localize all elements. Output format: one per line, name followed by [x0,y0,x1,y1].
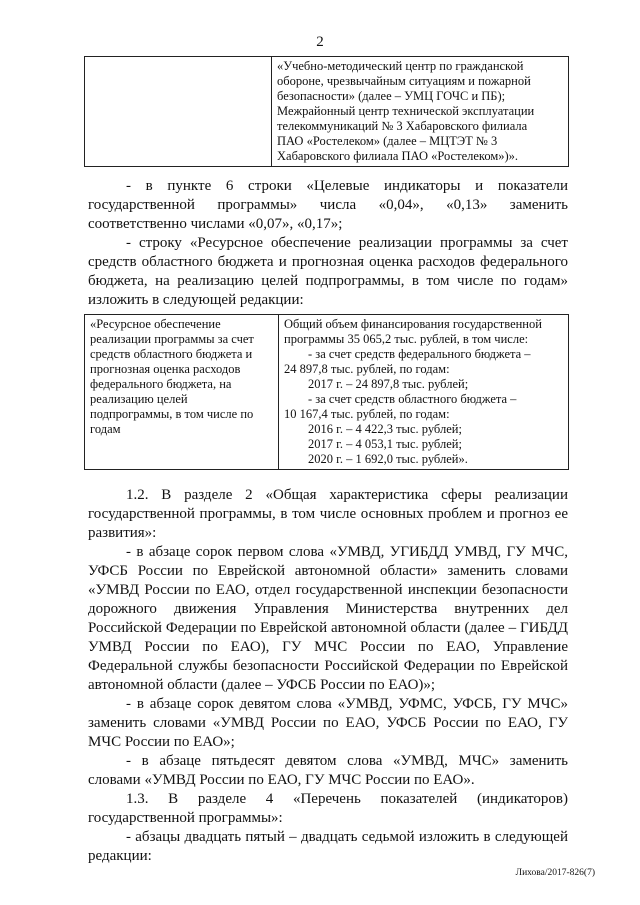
federal-heading: - за счет средств федерального бюджета – [308,347,531,361]
table-cell-empty [85,57,272,167]
paragraph: - абзацы двадцать пятый – двадцать седьмой изложить в следующей редакции: [88,829,568,864]
amendment-text-block-2 [88,486,568,866]
paragraph: - строку «Ресурсное обеспечение реализации программы за счет средств областного бюджета и прогнозная оценка расходов федерального бюджета, на реализацию целей подпрограммы, в том числе по годам» изложить в следующей редакции: [88,235,568,308]
table-row [85,315,569,470]
amendment-text-block-1 [88,177,568,310]
table-line: безопасности» (далее – УМЦ ГОЧС и ПБ); [277,89,506,103]
regional-amount: 10 167,4 тыс. рублей, по годам: [284,407,450,421]
paragraph: - в абзаце пятьдесят девятом слова «УМВД, МЧС» заменить словами «УМВД России по ЕАО, ГУ МЧС России по ЕАО». [88,753,568,788]
federal-year: 2017 г. – 24 897,8 тыс. рублей; [308,377,469,391]
federal-amount: 24 897,8 тыс. рублей, по годам: [284,362,450,376]
regional-year: 2017 г. – 4 053,1 тыс. рублей; [308,437,462,451]
paragraph: - в пункте 6 строки «Целевые индикаторы и показатели государственной программы» числа «0,04», «0,13» заменить соответственно числами «0,07», «0,17»; [88,178,568,232]
paragraph: - в абзаце сорок первом слова «УМВД, УГИБДД УМВД, ГУ МЧС, УФСБ России по Еврейской автономной области» заменить словами «УМВД России по ЕАО, отдел государственной инспекции безопасности дорожного движения Управления Министерства внутренних дел Российской Федерации по Еврейской автономной области (далее – ГИБДД УМВД России по ЕАО), ГУ МЧС России по ЕАО, Управление Федеральной службы безопасности Российской Федерации по Еврейской автономной области (далее – УФСБ России по ЕАО)»; [88,544,568,693]
table-cell-resource-label: «Ресурсное обеспечение реализации программы за счет средств областного бюджета и прогнозная оценка расходов федерального бюджета, на реализацию целей подпрограммы, в том числе по годам [85,315,279,470]
paragraph: 1.2. В разделе 2 «Общая характеристика сферы реализации государственной программы, в том числе основных проблем и прогноз ее развития»: [88,487,568,541]
table-line: обороне, чрезвычайным ситуациям и пожарной [277,74,531,88]
table-line: телекоммуникаций № 3 Хабаровского филиала [277,119,528,133]
table-row [85,57,569,167]
table-cell-financing [279,315,569,470]
document-footer-code: Лихова/2017-826(7) [515,868,595,878]
financing-total: Общий объем финансирования государственной программы 35 065,2 тыс. рублей, в том числе: [284,317,542,346]
regional-year: 2016 г. – 4 422,3 тыс. рублей; [308,422,462,436]
table-line: Межрайонный центр технической эксплуатации [277,104,535,118]
continuation-table [84,56,569,167]
regional-heading: - за счет средств областного бюджета – [308,392,517,406]
regional-year: 2020 г. – 1 692,0 тыс. рублей». [308,452,468,466]
table-line: ПАО «Ростелеком» (далее – МЦТЭТ № 3 [277,134,498,148]
table-line: Хабаровского филиала ПАО «Ростелеком»)». [277,149,519,163]
resource-table [84,314,569,470]
paragraph: - в абзаце сорок девятом слова «УМВД, УФМС, УФСБ, ГУ МЧС» заменить словами «УМВД России по ЕАО, УФСБ России по ЕАО, ГУ МЧС России по ЕАО»; [88,696,568,750]
table-cell-organizations [272,57,569,167]
paragraph: 1.3. В разделе 4 «Перечень показателей (индикаторов) государственной программы»: [88,791,568,826]
page-number: 2 [316,34,324,50]
table-line: «Учебно-методический центр по гражданской [277,59,524,73]
